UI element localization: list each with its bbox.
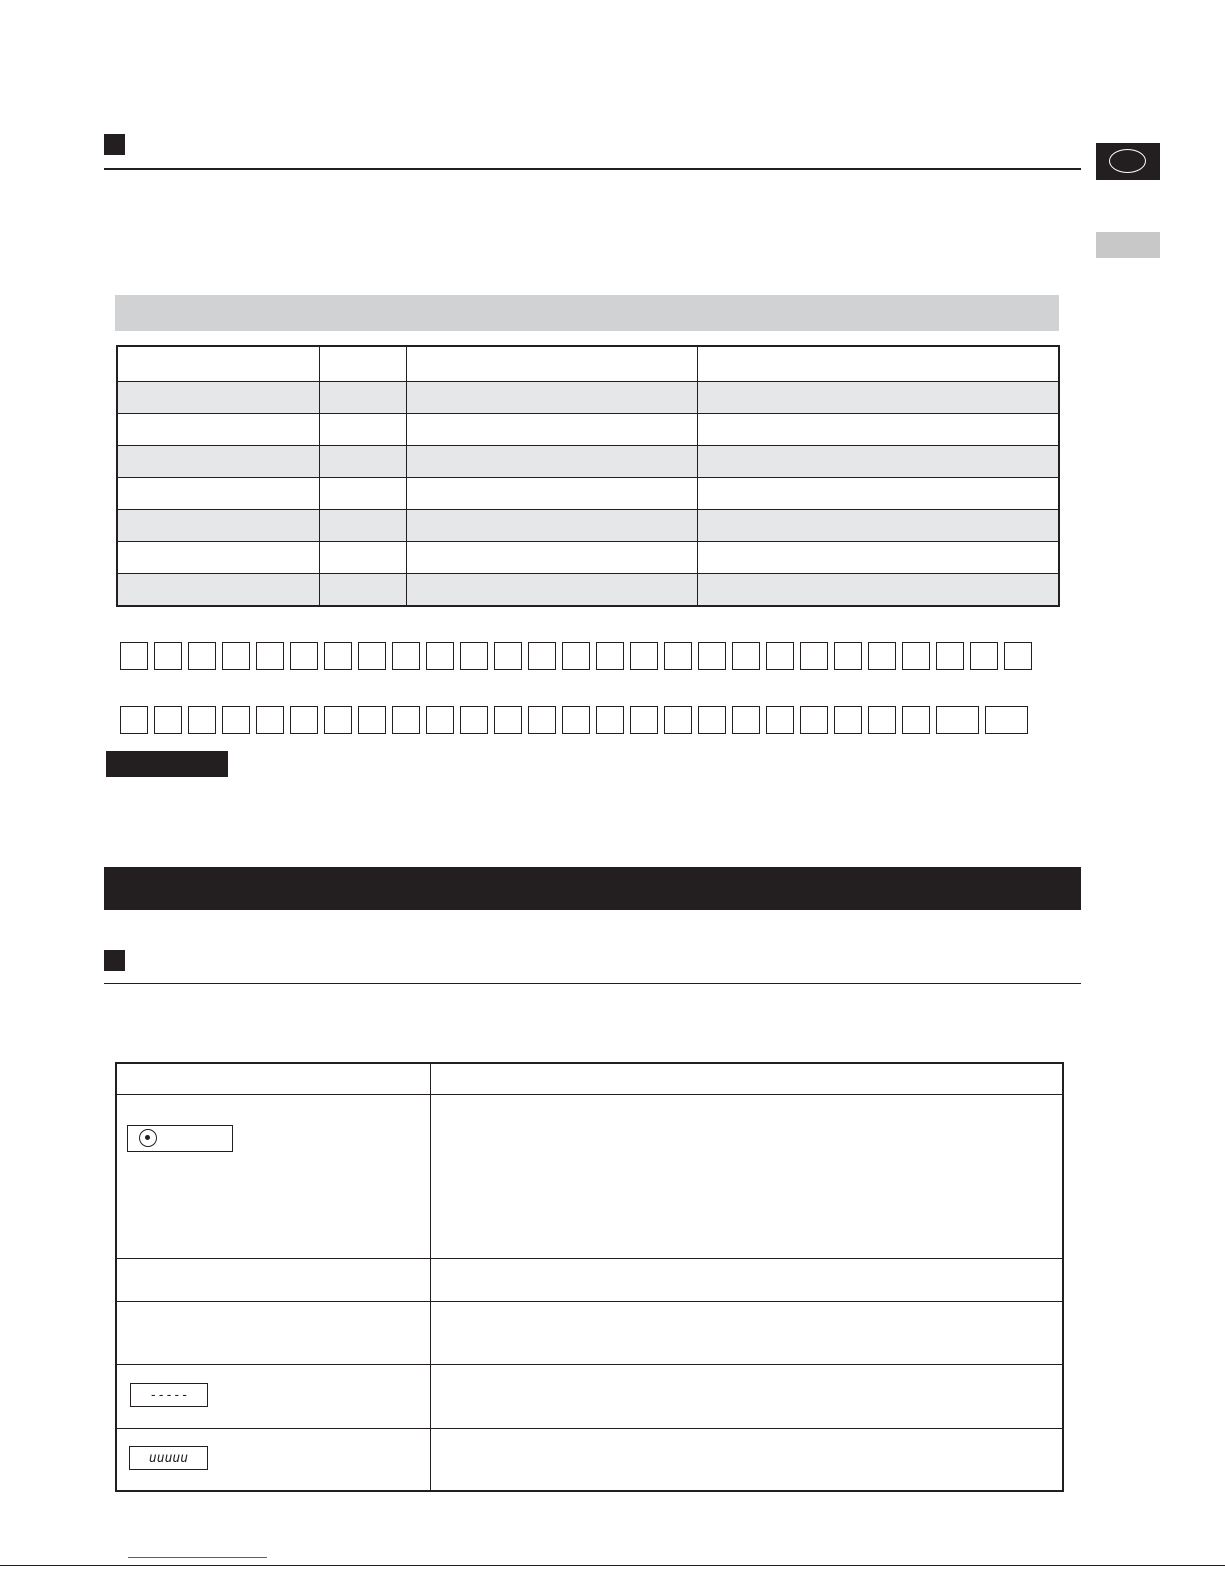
table-cell [406,510,697,542]
character-box[interactable] [664,642,692,670]
table-row [117,446,1059,478]
section-marker [104,134,125,155]
table-row [117,382,1059,414]
table-cell [697,346,1059,382]
character-box[interactable] [970,642,998,670]
character-box[interactable] [698,706,726,734]
table-cell [319,414,406,446]
table-row [116,1365,1063,1429]
section-rule [104,168,1081,170]
character-box-row [120,642,1032,670]
table-cell [430,1063,1063,1095]
table-cell [117,446,319,478]
table-cell [117,574,319,607]
table-cell [697,382,1059,414]
table-cell [406,542,697,574]
character-box[interactable] [834,642,862,670]
character-box[interactable] [902,642,930,670]
table-row [117,510,1059,542]
table-cell [430,1302,1063,1365]
table-cell [319,574,406,607]
character-box[interactable] [630,642,658,670]
table-cell [319,510,406,542]
table-cell [319,382,406,414]
character-box[interactable] [562,642,590,670]
character-box[interactable] [936,706,979,734]
character-box[interactable] [426,706,454,734]
section-marker [104,950,125,971]
character-box[interactable] [868,706,896,734]
table-cell [116,1365,430,1429]
character-box[interactable] [596,642,624,670]
character-box[interactable] [290,642,318,670]
table-cell [116,1259,430,1302]
character-box[interactable] [188,642,216,670]
table-row [116,1302,1063,1365]
table-cell [406,574,697,607]
character-box[interactable] [154,706,182,734]
character-box[interactable] [460,706,488,734]
section-rule [104,983,1081,984]
table-cell [117,478,319,510]
display-text: ----- [149,1387,189,1403]
character-box[interactable] [528,706,556,734]
character-box[interactable] [256,706,284,734]
character-box[interactable] [188,706,216,734]
spec-table [116,345,1060,607]
character-box[interactable] [494,706,522,734]
table-row-header [116,1063,1063,1095]
table-cell [406,382,697,414]
table-row [117,478,1059,510]
character-box[interactable] [460,642,488,670]
table-cell [319,542,406,574]
table-cell [117,414,319,446]
table-cell [117,510,319,542]
character-box[interactable] [800,706,828,734]
character-box[interactable] [834,706,862,734]
character-box[interactable] [426,642,454,670]
black-label [106,751,228,777]
table-row [117,414,1059,446]
table-cell [116,1063,430,1095]
table-row [116,1095,1063,1259]
table-cell [430,1429,1063,1492]
character-box[interactable] [664,706,692,734]
character-box[interactable] [256,642,284,670]
character-box[interactable] [766,706,794,734]
table-row [117,542,1059,574]
table-header-band [115,295,1059,331]
table-cell [117,382,319,414]
language-tab-active[interactable] [1096,143,1160,180]
character-box[interactable] [698,642,726,670]
character-box[interactable] [392,642,420,670]
table-cell [319,346,406,382]
display-indicator [130,1383,208,1407]
character-box[interactable] [324,642,352,670]
character-box[interactable] [985,706,1028,734]
character-box[interactable] [902,706,930,734]
table-cell [697,478,1059,510]
footer-rule [0,1565,1225,1566]
character-box[interactable] [392,706,420,734]
table-cell [406,346,697,382]
table-cell [430,1365,1063,1429]
table-cell [406,446,697,478]
character-box[interactable] [222,642,250,670]
character-box[interactable] [800,642,828,670]
disc-icon [139,1129,157,1147]
table-cell [430,1095,1063,1259]
table-row-header [117,346,1059,382]
character-box[interactable] [732,706,760,734]
table-cell [116,1095,430,1259]
table-row [116,1259,1063,1302]
character-box[interactable] [494,642,522,670]
table-row [117,574,1059,607]
character-box[interactable] [120,642,148,670]
table-cell [697,574,1059,607]
table-cell [116,1429,430,1492]
character-box-row [120,706,1028,734]
display-text: uuuuu [148,1450,189,1466]
character-box[interactable] [358,706,386,734]
table-cell [116,1302,430,1365]
character-box[interactable] [154,642,182,670]
table-cell [430,1259,1063,1302]
character-box[interactable] [222,706,250,734]
character-box[interactable] [630,706,658,734]
character-box[interactable] [120,706,148,734]
character-box[interactable] [562,706,590,734]
character-box[interactable] [868,642,896,670]
table-cell [697,414,1059,446]
display-indicator [129,1446,208,1470]
character-box[interactable] [324,706,352,734]
table-cell [319,446,406,478]
character-box[interactable] [732,642,760,670]
chapter-banner [104,867,1081,910]
display-messages-table [115,1062,1064,1492]
table-cell [117,542,319,574]
character-box[interactable] [528,642,556,670]
character-box[interactable] [766,642,794,670]
character-box[interactable] [936,642,964,670]
character-box[interactable] [358,642,386,670]
table-cell [117,346,319,382]
table-cell [319,478,406,510]
language-oval-icon [1109,149,1146,173]
character-box[interactable] [596,706,624,734]
display-indicator [127,1125,233,1152]
character-box[interactable] [290,706,318,734]
table-cell [697,446,1059,478]
table-row [116,1429,1063,1492]
language-tab[interactable] [1096,232,1160,258]
table-cell [406,414,697,446]
table-cell [697,510,1059,542]
table-cell [406,478,697,510]
footer-link-underline[interactable] [128,1557,267,1558]
character-box[interactable] [1004,642,1032,670]
table-cell [697,542,1059,574]
